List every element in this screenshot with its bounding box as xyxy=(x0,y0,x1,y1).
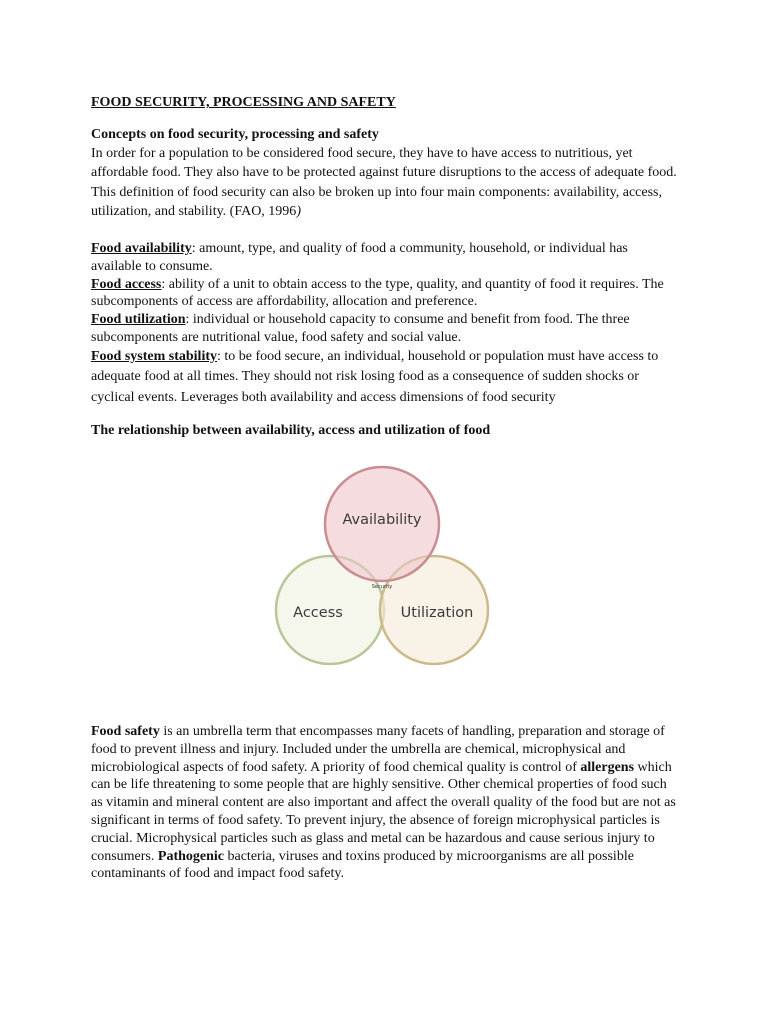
concepts-section xyxy=(91,127,681,222)
food-safety-text-3: bacteria, viruses and toxins produced by microorganisms are all possible contaminants of food and impact food safety. xyxy=(91,848,634,882)
definitions-list xyxy=(91,240,681,408)
definition-text: : amount, type, and quality of food a community, household, or individual has available to consume. xyxy=(91,241,628,274)
definition-access xyxy=(91,276,681,312)
definition-utilization xyxy=(91,311,681,347)
food-safety-paragraph xyxy=(91,723,681,883)
definition-term: Food utilization xyxy=(91,312,186,328)
food-safety-text-1: is an umbrella term that encompasses many facets of handling, preparation and storage of food to prevent illness and injury. Included under the umbrella are chemical, microphysical and microbiological aspects of food safety. A priority of food chemical quality is control of xyxy=(91,724,665,775)
venn-diagram xyxy=(250,460,510,680)
definition-availability xyxy=(91,240,681,276)
definition-text: : ability of a unit to obtain access to the type, quality, and quantity of food it requires. The subcomponents of access are affordability, allocation and preference. xyxy=(91,276,664,310)
definition-text: : individual or household capacity to consume and benefit from food. The three subcomponents are nutritional value, food safety and social value. xyxy=(91,312,630,345)
concepts-heading: Concepts on food security, processing and safety xyxy=(91,127,379,142)
concepts-body-end: ) xyxy=(296,204,301,220)
concepts-body: In order for a population to be considered food secure, they have to have access to nutritious, yet affordable food. They also have to be protected against future disruptions to the access of adequate food. This definition of food security can also be broken up into four main components: availability, access, utilization, and stability. (FAO, 1996 xyxy=(91,146,677,220)
definition-text: : to be food secure, an individual, household or population must have access to adequate food at all times. They should not risk losing food as a consequence of sudden shocks or cyclical events. Leverages both availability and access dimensions of food security xyxy=(91,348,659,405)
allergens-term: allergens xyxy=(580,759,635,775)
availability-label: Availability xyxy=(342,512,422,528)
pathogenic-term: Pathogenic xyxy=(157,848,224,864)
utilization-label: Utilization xyxy=(400,605,474,621)
definition-term: Food access xyxy=(91,276,162,292)
relationship-heading: The relationship between availability, access and utilization of food xyxy=(91,423,491,438)
page-title: FOOD SECURITY, PROCESSING AND SAFETY xyxy=(91,95,396,110)
access-label: Access xyxy=(293,605,343,621)
definition-term: Food availability xyxy=(91,241,192,256)
food-safety-term: Food safety xyxy=(91,724,160,739)
definition-term: Food system stability xyxy=(91,348,217,364)
definition-stability xyxy=(91,347,681,409)
security-label: Security xyxy=(371,584,393,590)
food-safety-text-2: which can be life threatening to some people that are highly sensitive. Other chemical properties of food such as vitamin and mineral content are also important and affect the overall quality of the food but are not as significant in terms of food safety. To prevent injury, the absence of foreign microphysical particles is crucial. Microphysical particles such as glass and metal can be hazardous and cause serious injury to consumers. xyxy=(91,759,676,864)
